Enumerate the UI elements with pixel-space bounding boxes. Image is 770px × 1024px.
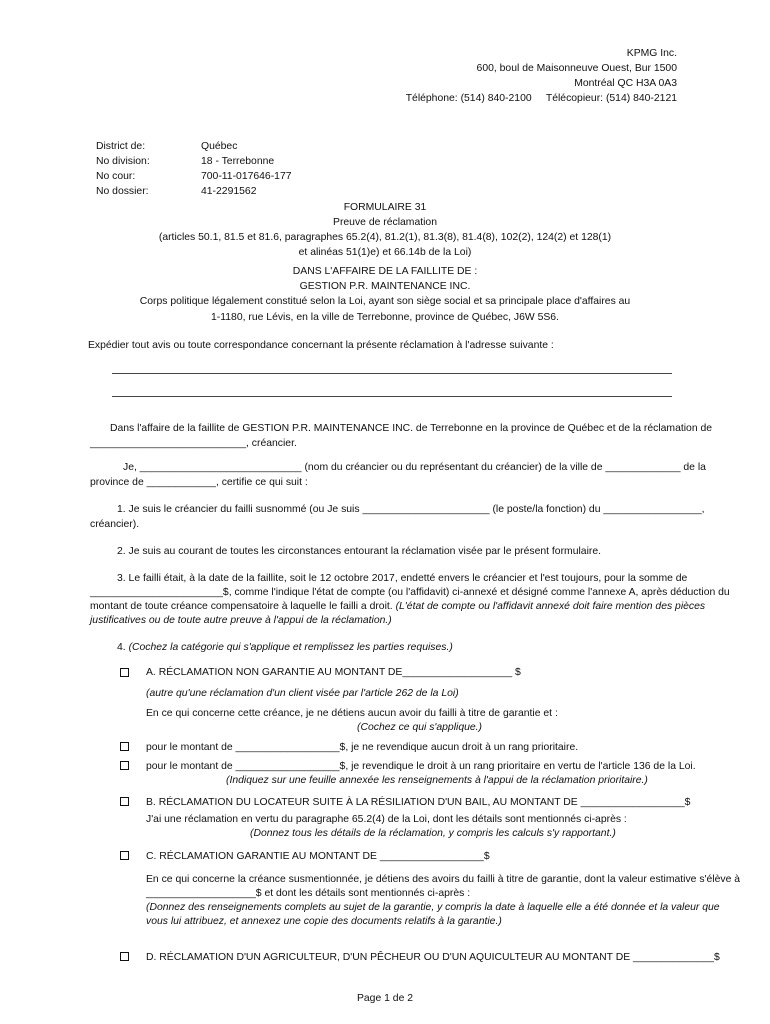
firm-contact (277, 91, 677, 106)
case-info (96, 139, 292, 199)
address-line-1[interactable] (112, 373, 672, 374)
item-3-line4: justificatives ou de toute autre preuve à l'appui de la réclamation.) (90, 615, 392, 626)
case-value: 41-2291562 (201, 186, 257, 198)
case-value: 700-11-017646-177 (201, 171, 292, 183)
section-b-label: B. RÉCLAMATION DU LOCATEUR SUITE À LA RÉSILIATION D'UN BAIL, AU MONTANT DE __________________$ (146, 797, 691, 808)
form-title-block (90, 200, 680, 325)
declarant-line1: Je, ____________________________ (nom du créancier ou du représentant du créancier) de la ville de _____________ de la (123, 462, 706, 473)
page-number: Page 1 de 2 (356, 993, 414, 1004)
checkbox-section-c[interactable] (120, 851, 129, 860)
item-2: 2. Je suis au courant de toutes les circonstances entourant la réclamation visée par le présent formulaire. (117, 546, 601, 557)
checkbox-section-b[interactable] (120, 797, 129, 806)
item-3-line3 (90, 599, 705, 614)
firm-phone: Téléphone: (514) 840-2100 (405, 93, 532, 105)
section-c-text-line2: ___________________$ et dont les détails sont mentionnés ci-après : (146, 888, 471, 899)
section-c-note-line2: vous lui attribuez, et annexez une copie des documents relatifs à la garantie.) (146, 916, 502, 927)
section-d-label: D. RÉCLAMATION D'UN AGRICULTEUR, D'UN PÊCHEUR OU D'UN AQUICULTEUR AU MONTANT DE ______________$ (146, 952, 720, 963)
checkbox-option-priority[interactable] (120, 761, 129, 770)
checkbox-option-no-priority[interactable] (120, 742, 129, 751)
case-row (96, 184, 292, 199)
section-a-check-note: (Cochez ce qui s'applique.) (357, 722, 483, 733)
section-a-label: A. RÉCLAMATION NON GARANTIE AU MONTANT DE___________________ $ (146, 667, 521, 678)
section-c-text-line1: En ce qui concerne la créance susmentionnée, je détiens des avoirs du failli à titre de garantie, dont la valeur estimative s'élève à (146, 874, 741, 885)
case-label: District de: (96, 141, 146, 152)
section-b-text: J'ai une réclamation en vertu du paragraphe 65.2(4) de la Loi, dont les détails sont mentionnés ci-après : (146, 814, 627, 825)
item-1-line1: 1. Je suis le créancier du failli susnommé (ou Je suis ______________________ (le poste/la fonction) du _________________, (117, 504, 705, 515)
matter-line2: GESTION P.R. MAINTENANCE INC. (299, 281, 471, 293)
case-value: 18 - Terrebonne (201, 156, 275, 168)
case-label: No dossier: (96, 186, 149, 198)
section-c-label: C. RÉCLAMATION GARANTIE AU MONTANT DE __________________$ (146, 851, 490, 862)
section-a-text: En ce qui concerne cette créance, je ne détiens aucun avoir du failli à titre de garantie et : (146, 708, 558, 719)
item-3-line3-italic: (L'état de compte ou l'affidavit annexé doit faire mention des pièces (395, 601, 706, 612)
section-c-note-line1: (Donnez des renseignements complets au sujet de la garantie, y compris la date à laquelle elle a été donnée et la valeur que (146, 902, 720, 913)
firm-name: KPMG Inc. (626, 48, 677, 59)
form-subtitle: Preuve de réclamation (333, 217, 437, 229)
matter-line1: DANS L'AFFAIRE DE LA FAILLITE DE : (292, 266, 478, 278)
case-row (96, 169, 292, 184)
letterhead (277, 46, 677, 106)
form-articles-line1: (articles 50.1, 81.5 et 81.6, paragraphes 65.2(4), 81.2(1), 81.3(8), 81.4(8), 102(2), 124(2) et 128(1) (158, 232, 612, 244)
item-1-line2: créancier). (90, 519, 140, 530)
address-line-2[interactable] (112, 396, 672, 397)
section-b-note: (Donnez tous les détails de la réclamation, y compris les calculs s'y rapportant.) (250, 828, 616, 839)
corporate-line1: Corps politique légalement constitué selon la Loi, ayant son siège social et sa principale place d'affaires au (139, 296, 631, 308)
case-label: No division: (96, 156, 150, 168)
item-4-instruction: (Cochez la catégorie qui s'applique et remplissez les parties requises.) (128, 642, 453, 653)
send-to-instruction: Expédier tout avis ou toute correspondance concernant la présente réclamation à l'adresse suivante : (88, 340, 554, 351)
checkbox-section-a[interactable] (120, 668, 129, 677)
section-a-note: (autre qu'une réclamation d'un client visée par l'article 262 de la Loi) (146, 688, 459, 699)
case-row (96, 154, 292, 169)
case-value: Québec (201, 141, 238, 152)
affaire-line1: Dans l'affaire de la faillite de GESTION P.R. MAINTENANCE INC. de Terrebonne en la province de Québec et de la réclamation de (110, 423, 713, 434)
form-articles-line2: et alinéas 51(1)e) et 66.14b de la Loi) (298, 247, 472, 259)
firm-fax: Télécopieur: (514) 840-2121 (545, 93, 677, 105)
affaire-line2: ___________________________, créancier. (90, 438, 297, 449)
firm-address-line2: Montréal QC H3A 0A3 (574, 78, 677, 90)
option-priority-note: (Indiquez sur une feuille annexée les renseignements à l'appui de la réclamation prioritaire.) (226, 775, 648, 786)
case-label: No cour: (96, 171, 136, 183)
item-4 (117, 640, 453, 655)
form-title: FORMULAIRE 31 (343, 202, 427, 213)
option-no-priority-label: pour le montant de __________________$, je ne revendique aucun droit à un rang prioritaire. (146, 742, 579, 753)
item-4-number: 4. (117, 642, 129, 653)
corporate-line2: 1-1180, rue Lévis, en la ville de Terrebonne, province de Québec, J6W 5S6. (211, 311, 559, 323)
item-3-line1: 3. Le failli était, à la date de la faillite, soit le 12 octobre 2017, endetté envers le créancier et l'est toujours, pour la somme de (117, 573, 688, 584)
case-row (96, 139, 292, 154)
firm-address-line1: 600, boul de Maisonneuve Ouest, Bur 1500 (476, 63, 677, 75)
checkbox-section-d[interactable] (120, 952, 129, 961)
option-priority-label: pour le montant de __________________$, je revendique le droit à un rang prioritaire en vertu de l'article 136 de la Loi. (146, 761, 696, 772)
item-3-line3-text: montant de toute créance compensatoire à laquelle le failli a droit. (90, 601, 396, 612)
item-3-line2: _______________________$, comme l'indique l'état de compte (ou l'affidavit) ci-annexé et désigné comme l'annexe A, après déduction du (90, 587, 730, 598)
declarant-line2: province de ____________, certifie ce qui suit : (90, 477, 308, 488)
